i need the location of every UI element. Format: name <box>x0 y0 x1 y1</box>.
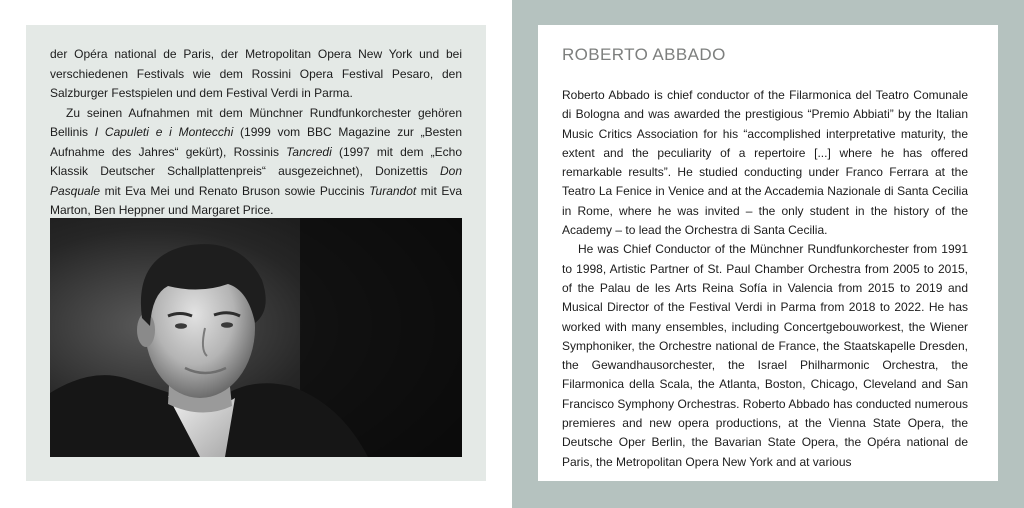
german-biography-text <box>50 45 462 221</box>
german-p2-text-3: (1997 mit dem „Echo Klassik Deutscher Schallplattenpreis“ ausgezeichnet), Donizettis <box>50 144 463 178</box>
german-paragraph-1: der Opéra national de Paris, der Metropolitan Opera New York und bei verschiedenen Festivals wie dem Rossini Opera Festival Pesaro, den Salzburger Festspielen und dem Festival Verdi in Parma. <box>50 47 462 100</box>
conductor-name-heading: ROBERTO ABBADO <box>562 45 726 64</box>
recording-title-tancredi: Tancredi <box>286 144 332 159</box>
right-page <box>512 0 1024 508</box>
recording-title-turandot: Turandot <box>369 183 417 198</box>
german-p2-text-1: Zu seinen Aufnahmen mit dem Münchner Rundfunkorchester gehören Bellinis <box>50 105 462 139</box>
recording-title-don-pasquale: Don Pasquale <box>50 164 462 198</box>
left-text-card <box>26 25 486 481</box>
right-text-card <box>538 25 998 481</box>
english-paragraph-2: He was Chief Conductor of the Münchner Rundfunkorchester from 1991 to 1998, Artistic Partner of St. Paul Chamber Orchestra from 2005 to 2015, of the Palau de les Arts Reina Sofía in Valencia from 2015 to 2019 and Musical Director of the Festival Verdi in Parma from 2018 to 2022. He has worked with many ensembles, including Concertgebouworkest, the Wiener Symphoniker, the Orchestre national de France, the Staatskapelle Dresden, the Gewandhausorchester, the Israel Philharmonic Orchestra, the Filarmonica della Scala, the Atlanta, Boston, Chicago, Cleveland and San Francisco Symphony Orchestras. Roberto Abbado has conducted numerous premieres and new opera productions, at the Vienna State Opera, the Deutsche Oper Berlin, the Bavarian State Opera, the Opéra national de Paris, the Metropolitan Opera New York and at various <box>562 242 968 469</box>
german-p2-text-5: mit Eva Marton, Ben Heppner und Margaret Price. <box>50 183 463 217</box>
english-paragraph-1: Roberto Abbado is chief conductor of the Filarmonica del Teatro Comunale di Bologna and was awarded the prestigious “Premio Abbiati” by the Italian Music Critics Association for his “accomplished interpretative maturity, the extent and the peculiarity of a repertoire [...] where he has offered remarkable results”. He studied conducting under Franco Ferrara at the Teatro La Fenice in Venice and at the Accademia Nazionale di Santa Cecilia in Rome, where he was invited – the only student in the history of the Academy – to lead the Orchestra di Santa Cecilia. <box>562 88 968 238</box>
recording-title-capuleti: I Capuleti e i Montecchi <box>94 125 234 139</box>
german-p2-text-4: mit Eva Mei und Renato Bruson sowie Puccinis <box>100 183 370 198</box>
german-p2-text-2: (1999 vom BBC Magazine zur „Besten Aufnahme des Jahres“ gekürt), Rossinis <box>50 125 462 159</box>
german-paragraph-2 <box>50 104 462 221</box>
english-biography-text <box>562 86 968 472</box>
conductor-portrait-photo <box>50 218 462 457</box>
